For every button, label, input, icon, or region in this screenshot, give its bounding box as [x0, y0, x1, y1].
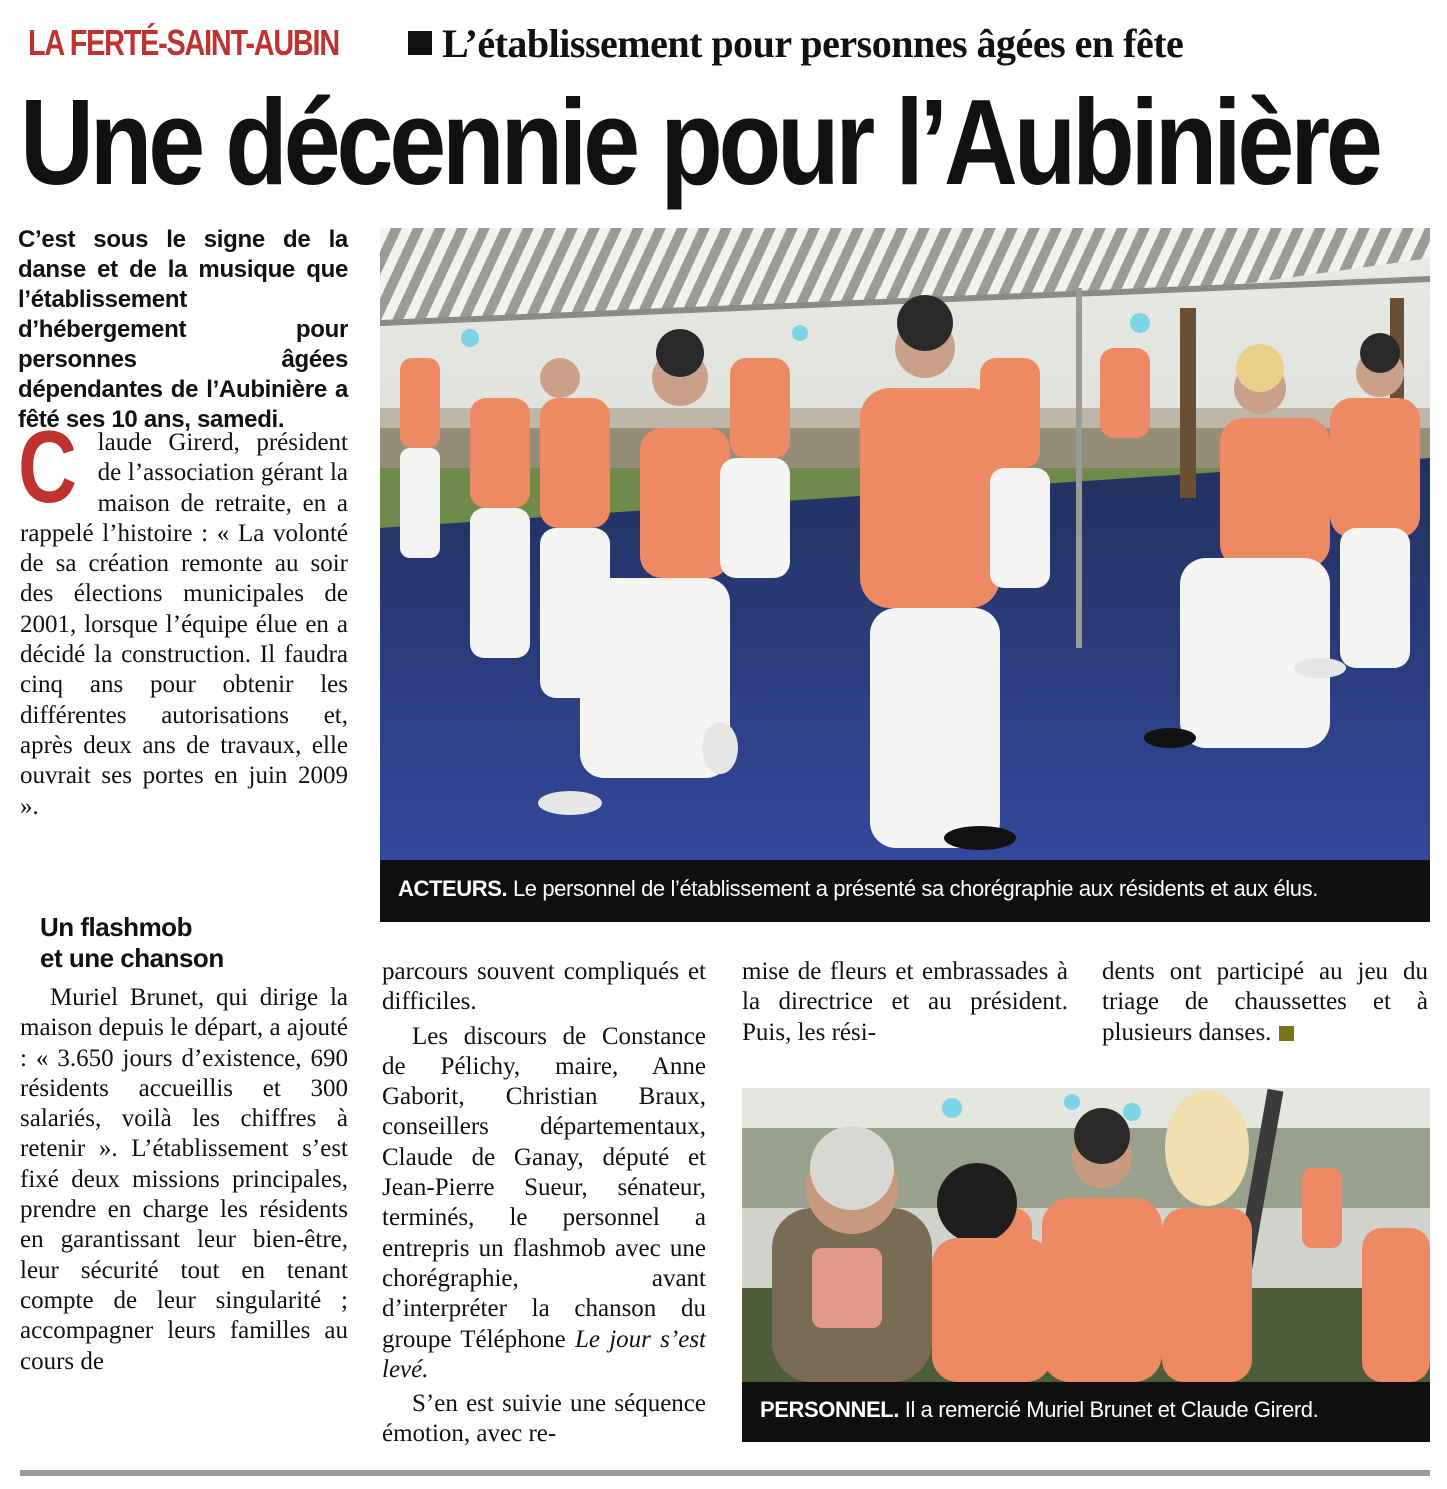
photo-1-image: [380, 228, 1430, 860]
intertitle-line-1: Un flashmob: [40, 912, 192, 942]
kicker-place: LA FERTÉ-SAINT-AUBIN: [28, 22, 339, 63]
photo-1: [380, 228, 1430, 922]
photo-2-caption-text: Il a remercié Muriel Brunet et Claude Girerd.: [899, 1397, 1319, 1422]
headline: Une décennie pour l’Aubinière: [20, 74, 1379, 210]
paragraph-1: [18, 410, 348, 894]
paragraph-3: parcours souvent compliqués et difficiles.: [382, 958, 706, 1016]
paragraph-2: Muriel Brunet, qui dirige la maison depuis le départ, a ajouté : « 3.650 jours d’existence, 690 résidents accueillis et 300 salariés, voilà les chiffres à retenir ». L’établissement s’est fixé deux missions principales, prendre en charge les résidents en garantissant leur bien-être, leur sécurité tout en tenant compte de leur singularité ; accompagner leurs familles au cours de: [20, 984, 348, 1375]
photo-1-caption: [380, 860, 1430, 922]
paragraph-4-text: Les discours de Constance de Pélichy, maire, Anne Gaborit, Christian Braux, conseillers départementaux, Claude de Ganay, député et Jean-Pierre Sueur, sénateur, terminés, le personnel a entrepris un flashmob avec une chorégraphie, avant d’interpréter la chanson du groupe Téléphone: [382, 1022, 706, 1353]
column-1-bottom: [20, 983, 348, 1377]
paragraph-4: [382, 1022, 706, 1386]
paragraph-5-start: S’en est suivie une séquence émotion, avec re-: [382, 1390, 706, 1448]
kicker: [28, 20, 1183, 66]
column-2: [382, 957, 706, 1450]
song-title: Le jour s’est levé.: [382, 1325, 706, 1383]
bottom-rule: [20, 1470, 1430, 1476]
photo-2-image: [742, 1088, 1430, 1382]
paragraph-5-end: dents ont participé au jeu du triage de chaussettes et à plusieurs danses.: [1102, 958, 1428, 1046]
photo-2-caption-label: PERSONNEL.: [760, 1397, 900, 1422]
column-4: [1102, 957, 1428, 1048]
column-3: [742, 957, 1068, 1048]
column-1: [18, 410, 348, 894]
kicker-subtitle: L’établissement pour personnes âgées en fête: [442, 20, 1184, 66]
intertitle-line-2: et une chanson: [40, 943, 224, 973]
photo-2: [742, 1088, 1430, 1442]
paragraph-5-continued: mise de fleurs et embrassades à la directrice et au président. Puis, les rési-: [742, 958, 1068, 1046]
kicker-square-icon: [408, 31, 432, 55]
intertitle: [40, 912, 224, 974]
photo-1-caption-text: Le personnel de l’établissement a présenté sa chorégraphie aux résidents et aux élus.: [507, 876, 1318, 901]
drop-cap: C: [18, 410, 77, 524]
lead-paragraph: C’est sous le signe de la danse et de la musique que l’établissement d’hébergement pour personnes âgées dépendantes de l’Aubinière a fêté ses 10 ans, samedi.: [18, 226, 348, 433]
end-mark-icon: [1279, 1026, 1294, 1041]
photo-2-caption: [742, 1382, 1430, 1442]
paragraph-1-text: laude Girerd, président de l’association gérant la maison de retraite, en a rappelé l’histoire : « La volonté de sa création remonte au soir des élections municipales de 2001, lorsque l’équipe élue en a décidé la construction. Il faudra cinq ans pour obtenir les différentes autorisations et, après deux ans de travaux, elle ouvrait ses portes en juin 2009 ».: [20, 429, 348, 820]
photo-1-caption-label: ACTEURS.: [398, 876, 508, 901]
